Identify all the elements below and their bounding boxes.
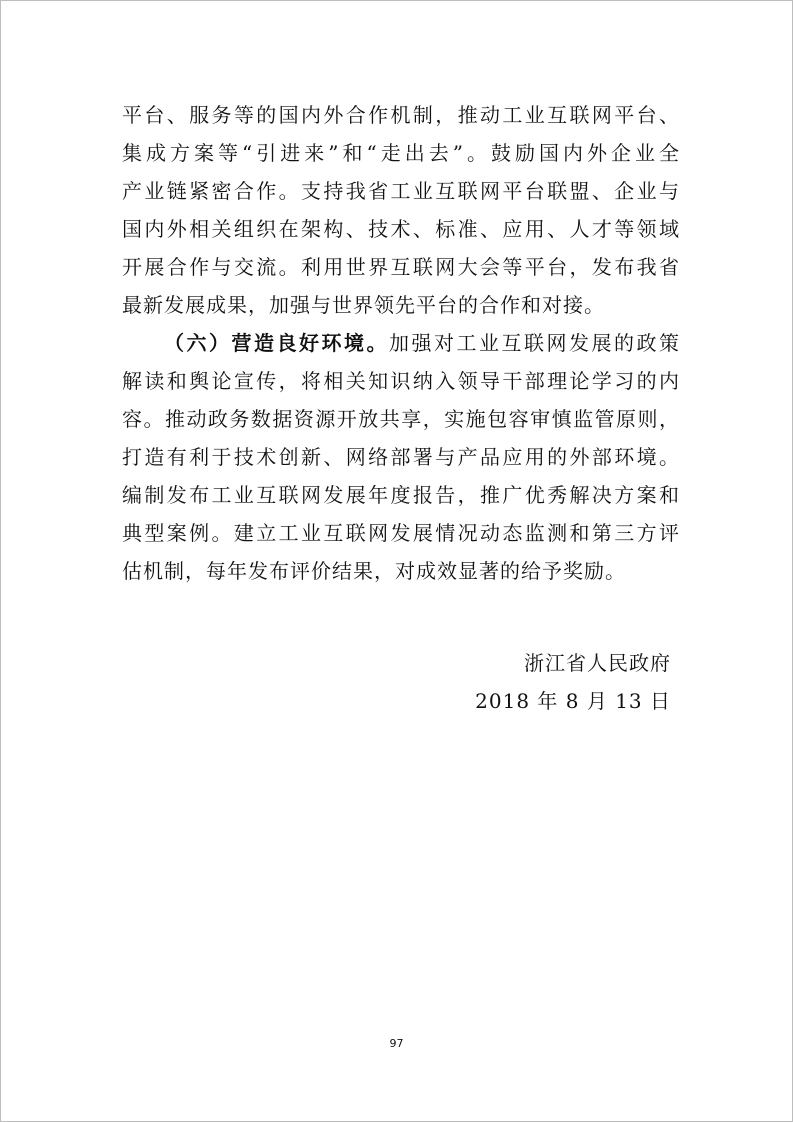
- text-line: 最新发展成果，加强与世界领先平台的合作和对接。: [122, 293, 605, 317]
- text-line: [122, 324, 680, 362]
- paragraph-cooperation: [122, 96, 680, 324]
- text-line: 估机制，每年发布评价结果，对成效显著的给予奖励。: [122, 559, 626, 583]
- text-line: 集成方案等“引进来”和“走出去”。鼓励国内外企业全: [122, 141, 680, 165]
- text-line: 容。推动政务数据资源开放共享，实施包容审慎监管原则，: [122, 407, 680, 431]
- paragraph-environment: [122, 324, 680, 590]
- text-line: 国内外相关组织在架构、技术、标准、应用、人才等领域: [122, 217, 680, 241]
- text-line: 解读和舆论宣传，将相关知识纳入领导干部理论学习的内: [122, 369, 680, 393]
- text-line: 典型案例。建立工业互联网发展情况动态监测和第三方评: [122, 521, 680, 545]
- document-body: [122, 96, 680, 590]
- text-line: 开展合作与交流。利用世界互联网大会等平台，发布我省: [122, 255, 680, 279]
- section-heading: （六）营造良好环境。: [164, 331, 389, 355]
- text-line: 平台、服务等的国内外合作机制，推动工业互联网平台、: [122, 103, 680, 127]
- heading-line-text: 加强对工业互联网发展的政策: [389, 331, 680, 355]
- signature-date: 2018 年 8 月 13 日: [475, 689, 671, 713]
- signature-organization: 浙江省人民政府: [524, 651, 671, 675]
- page-number: 97: [389, 1037, 404, 1050]
- text-line: 产业链紧密合作。支持我省工业互联网平台联盟、企业与: [122, 179, 680, 203]
- text-line: 打造有利于技术创新、网络部署与产品应用的外部环境。: [122, 445, 680, 469]
- text-line: 编制发布工业互联网发展年度报告，推广优秀解决方案和: [122, 483, 680, 507]
